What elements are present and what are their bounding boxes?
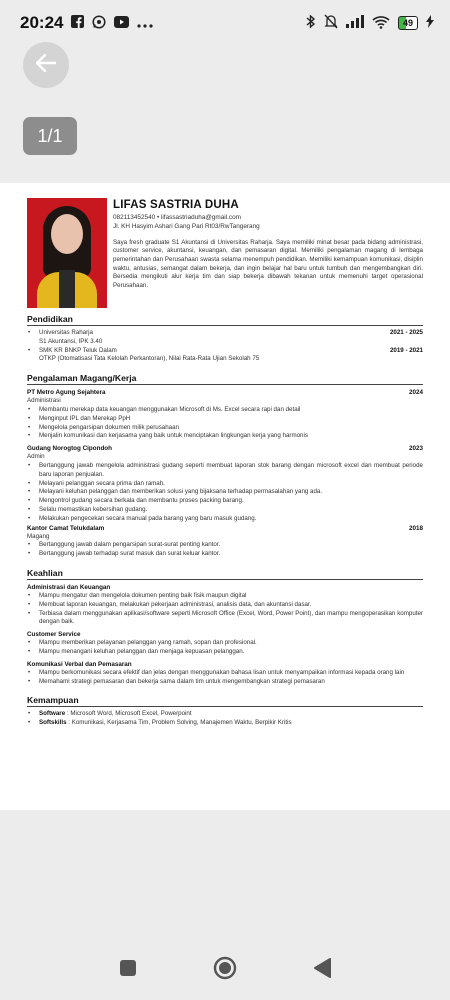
- wifi-icon: [372, 15, 390, 32]
- square-icon: [119, 959, 137, 982]
- cv-summary: Saya fresh graduate S1 Akuntansi di Universitas Raharja. Saya memiliki minat besar pada bidang administrasi, customer service, akuntansi, keuangan, dan pemasaran digital. Memiliki pengalaman magang di lembaga pemerintahan dan Perusahaan swasta selama menempuh pendidikan. Memiliki kemampuan komunikasi, disiplin waktu, antusias, semangat dalam bekerja, dan ingin belajar hal baru untuk tumbuh dan mengembangkan diri. Bersedia mengikuti alur kerja tim dan siap bekerja dibawah tekanan untuk memenuhi target operasional Perusahaan.: [113, 238, 423, 289]
- education-title: Pendidikan: [27, 314, 423, 326]
- status-bar: [0, 0, 450, 46]
- circle-icon: [213, 956, 237, 985]
- skills-title: Keahlian: [27, 568, 423, 580]
- more-dots-icon: [137, 16, 153, 31]
- recent-apps-button[interactable]: [108, 950, 148, 990]
- whatsapp-icon: [92, 15, 106, 32]
- battery-icon: [398, 16, 418, 30]
- experience-item: PT Metro Agung Sejahtera 2024 Administrasi • Membantu merekap data keuangan menggunakan Microsoft di Ms. Excel secara rapi dan detail • Menginput IPL dan Merekap PpH • Mengelola pengarsipan dokumen milik perusahaan • Menjalin komunikasi dan kerjasama yang baik untuk menciptakan lingkungan kerja yang harmonis: [27, 389, 423, 440]
- experience-title: Pengalaman Magang/Kerja: [27, 373, 423, 385]
- profile-photo: [27, 198, 107, 308]
- status-time: 20:24: [20, 13, 64, 32]
- back-button[interactable]: [23, 42, 69, 88]
- home-button[interactable]: [205, 950, 245, 990]
- skill-group: Administrasi dan Keuangan • Mampu mengatur dan mengelola dokumen penting baik fisik maupun digital • Membuat laporan keuangan, melakukan pekerjaan administrasi, analisis data, dan akuntansi dasar. • Terbiasa dalam menggunakan aplikasi/software seperti Microsoft Office (Excel, Word, Power Point), dan mampu mengoperasikan komputer dengan baik.: [27, 583, 423, 626]
- system-nav-bar: [0, 940, 450, 1000]
- nav-back-button[interactable]: [302, 950, 342, 990]
- experience-item: Kantor Camat Telukdalam 2018 Magang • Bertanggung jawab dalam pengarsipan surat-surat penting kantor. • Bertanggung jawab terhadap surat masuk dan surat keluar kantor.: [27, 524, 423, 558]
- charging-icon: [426, 15, 434, 31]
- cv-document: [0, 183, 450, 810]
- skill-group: Customer Service • Mampu memberikan pelayanan pelanggan yang ramah, sopan dan profesional. • Mampu menangani keluhan pelanggan dan menjaga kepuasan pelanggan.: [27, 631, 257, 655]
- abilities-title: Kemampuan: [27, 695, 423, 707]
- bluetooth-icon: [306, 14, 316, 32]
- signal-icon: [346, 15, 364, 31]
- ability-item: • Softskills : Komunikasi, Kerjasama Tim, Problem Solving, Manajemen Waktu, Berpikir Kritis: [28, 719, 292, 727]
- education-item: • SMK KR BNKP Teluk Dalam 2019 - 2021 OTKP (Otomatisasi Tata Kelolah Perkantoran), Nilai Rata-Rata Ujian Sekolah 75: [28, 346, 423, 363]
- cv-address: Jl. KH Hasyim Ashari Gang Pari Rt03/RwTangerang: [113, 223, 260, 231]
- mute-icon: [324, 14, 338, 32]
- cv-contact: 082113452540 • lifassastriaduha@gmail.com: [113, 214, 241, 221]
- triangle-back-icon: [313, 958, 331, 983]
- education-item: • Universitas Raharja 2021 - 2025 S1 Akuntansi, IPK 3.40: [28, 329, 423, 345]
- ability-item: • Software : Microsoft Word, Microsoft Excel, Powerpoint: [28, 710, 192, 718]
- page-indicator: 1/1: [23, 117, 77, 155]
- arrow-left-icon: [36, 54, 56, 77]
- cv-name: LIFAS SASTRIA DUHA: [113, 199, 239, 211]
- facebook-icon: [71, 15, 84, 31]
- cv-header: [27, 198, 423, 308]
- experience-item: Gudang Norogtog Cipondoh 2023 Admin • Bertanggung jawab mengelola administrasi gudang seperti membuat laporan stok barang dengan microsoft excel dan membuat periode baru laporan penjualan. • Melayani pelanggan secara prima dan ramah. • Melayani keluhan pelanggan dan memberikan solusi yang bijaksana terhadap permasalahan yang ada. • Mengontrol gudang secara berkala dan membantu proses packing barang. • Selalu memastikan kebersihan gudang. • Melakukan pengecekan secara manual pada barang yang baru masuk gudang.: [27, 445, 423, 522]
- youtube-icon: [114, 16, 129, 31]
- skill-group: Komunikasi Verbal dan Pemasaran • Mampu berkomunikasi secara efektif dan jelas dengan menggunakan bahasa lisan untuk menyampaikan informasi kepada orang lain • Memahami strategi pemasaran dan bekerja sama dalam tim untuk mengembangkan strategi pemasaran: [27, 660, 405, 685]
- battery-level: 49: [402, 18, 413, 28]
